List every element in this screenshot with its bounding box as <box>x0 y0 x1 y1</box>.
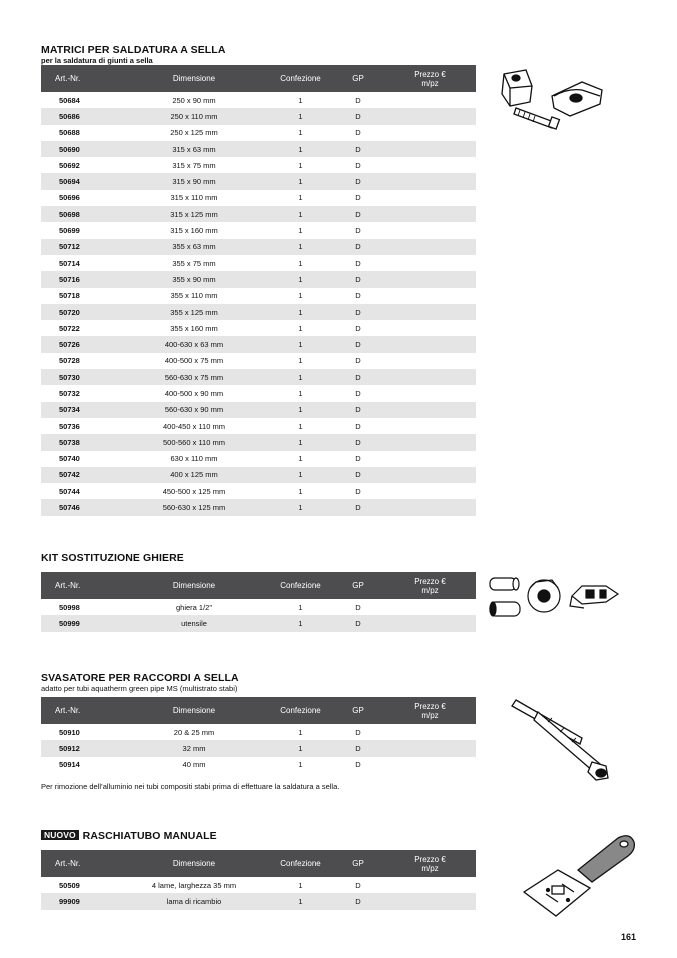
page-number: 161 <box>621 932 637 942</box>
new-badge: NUOVO <box>41 830 79 840</box>
cell-gp: D <box>355 486 361 496</box>
cell-conf: 1 <box>298 602 303 612</box>
cell-gp: D <box>355 323 361 333</box>
product-table <box>41 850 476 910</box>
table-row <box>41 304 476 320</box>
cell-dim: 4 lame, larghezza 35 mm <box>151 880 237 890</box>
cell-gp: D <box>332 304 384 320</box>
section-pipe-scraper <box>41 830 476 910</box>
cell-art: 50692 <box>59 160 80 170</box>
section-chamfer-tool <box>41 672 476 791</box>
cell-gp: D <box>355 128 361 138</box>
cell-dim: 400-450 x 110 mm <box>163 421 225 431</box>
cell-dim: 250 x 90 mm <box>172 95 216 105</box>
cell-gp: D <box>332 141 384 157</box>
cell-gp: D <box>332 336 384 352</box>
cell-art: 50732 <box>59 388 80 398</box>
cell-price <box>384 385 476 401</box>
cell-gp: D <box>355 291 361 301</box>
cell-conf: 1 <box>269 499 332 515</box>
col-price: Prezzo € m/pz <box>384 572 476 599</box>
table-row <box>41 418 476 434</box>
cell-gp: D <box>355 602 361 612</box>
cell-gp: D <box>332 893 384 909</box>
table-row <box>41 385 476 401</box>
table-row <box>41 336 476 352</box>
cell-gp: D <box>332 239 384 255</box>
section-subtitle: per la saldatura di giunti a sella <box>41 56 153 65</box>
product-table <box>41 697 476 773</box>
cell-conf: 1 <box>298 323 303 333</box>
cell-conf: 1 <box>269 434 332 450</box>
col-gp: GP <box>332 850 384 877</box>
cell-art: 50722 <box>59 323 80 333</box>
cell-price <box>384 271 476 287</box>
cell-conf: 1 <box>269 108 332 124</box>
chamfer-tool-illustration <box>508 694 618 784</box>
section-title: NUOVO RASCHIATUBO MANUALE <box>41 830 476 842</box>
cell-dim: 32 mm <box>119 740 269 756</box>
table-row <box>41 125 476 141</box>
pipe-scraper-illustration <box>518 830 638 922</box>
cell-gp: D <box>332 740 384 756</box>
cell-dim: 560-630 x 125 mm <box>119 499 269 515</box>
cell-dim: utensile <box>119 615 269 631</box>
table-row <box>41 434 476 450</box>
cell-dim: 500-560 x 110 mm <box>119 434 269 450</box>
section-title: MATRICI PER SALDATURA A SELLA <box>41 44 226 56</box>
table-row <box>41 157 476 173</box>
cell-dim: 315 x 90 mm <box>119 173 269 189</box>
cell-dim: 450-500 x 125 mm <box>162 486 226 496</box>
cell-gp: D <box>332 271 384 287</box>
cell-art: 50728 <box>59 356 80 366</box>
table-row <box>41 499 476 515</box>
cell-gp: D <box>355 454 361 464</box>
cell-gp: D <box>355 160 361 170</box>
cell-dim: 315 x 125 mm <box>119 206 269 222</box>
table-row <box>41 255 476 271</box>
saddle-die-illustration <box>490 66 610 132</box>
col-dim: Dimensione <box>119 65 269 92</box>
cell-art: 50690 <box>41 141 119 157</box>
cell-conf: 1 <box>269 206 332 222</box>
cell-dim: 355 x 110 mm <box>170 291 218 301</box>
cell-dim: 400-500 x 75 mm <box>164 356 224 366</box>
section-title: SVASATORE PER RACCORDI A SELLA <box>41 672 239 684</box>
cell-price <box>384 499 476 515</box>
cell-dim: 40 mm <box>182 760 206 770</box>
cell-conf: 1 <box>269 402 332 418</box>
section-title: KIT SOSTITUZIONE GHIERE <box>41 552 184 564</box>
cell-conf: 1 <box>269 615 332 631</box>
cell-art: 50914 <box>59 760 80 770</box>
cell-conf: 1 <box>269 740 332 756</box>
table-header <box>41 697 476 724</box>
table-row <box>41 893 476 909</box>
cell-art: 50699 <box>59 226 80 236</box>
cell-price <box>384 451 476 467</box>
col-art: Art.-Nr. <box>41 65 119 92</box>
cell-art: 50910 <box>59 727 80 737</box>
cell-art: 50730 <box>41 369 119 385</box>
cell-dim: 630 x 110 mm <box>170 454 218 464</box>
cell-dim: 400 x 125 mm <box>119 467 269 483</box>
col-conf: Confezione <box>269 65 332 92</box>
cell-price <box>384 125 476 141</box>
cell-conf: 1 <box>298 760 303 770</box>
cell-dim: 355 x 75 mm <box>172 258 216 268</box>
cell-gp: D <box>332 615 384 631</box>
cell-art: 50742 <box>41 467 119 483</box>
cell-conf: 1 <box>298 193 303 203</box>
cell-price <box>384 893 476 909</box>
cell-conf: 1 <box>269 173 332 189</box>
cell-art: 50712 <box>41 239 119 255</box>
cell-art: 50716 <box>41 271 119 287</box>
cell-art: 50740 <box>59 454 80 464</box>
cell-price <box>384 757 476 773</box>
cell-dim: 400-630 x 63 mm <box>119 336 269 352</box>
product-table <box>41 65 476 516</box>
cell-dim: 355 x 90 mm <box>119 271 269 287</box>
cell-dim: 315 x 110 mm <box>170 193 218 203</box>
table-row <box>41 877 476 893</box>
cell-art: 50686 <box>41 108 119 124</box>
table-row <box>41 92 476 108</box>
cell-price <box>384 369 476 385</box>
cell-art: 50714 <box>59 258 80 268</box>
table-row <box>41 724 476 740</box>
cell-gp: D <box>332 499 384 515</box>
cell-price <box>384 740 476 756</box>
col-dim: Dimensione <box>119 572 269 599</box>
cell-price <box>384 599 476 615</box>
cell-gp: D <box>355 193 361 203</box>
cell-dim: 355 x 125 mm <box>119 304 269 320</box>
table-row <box>41 320 476 336</box>
cell-gp: D <box>355 421 361 431</box>
cell-conf: 1 <box>298 160 303 170</box>
cell-price <box>384 92 476 108</box>
col-price: Prezzo € m/pz <box>384 850 476 877</box>
cell-art: 50998 <box>59 602 80 612</box>
col-art: Art.-Nr. <box>41 850 119 877</box>
col-gp: GP <box>332 572 384 599</box>
cell-dim: 315 x 75 mm <box>172 160 216 170</box>
table-row <box>41 239 476 255</box>
cell-dim: 560-630 x 75 mm <box>119 369 269 385</box>
table-header <box>41 572 476 599</box>
col-gp: GP <box>332 65 384 92</box>
cell-art: 50912 <box>41 740 119 756</box>
cell-price <box>384 190 476 206</box>
cell-conf: 1 <box>269 304 332 320</box>
col-art: Art.-Nr. <box>41 572 119 599</box>
table-row <box>41 483 476 499</box>
cell-dim: 315 x 160 mm <box>170 226 218 236</box>
section-ring-kit <box>41 552 476 632</box>
cell-conf: 1 <box>298 880 303 890</box>
cell-price <box>384 288 476 304</box>
cell-conf: 1 <box>269 893 332 909</box>
cell-dim: 315 x 63 mm <box>119 141 269 157</box>
table-row <box>41 206 476 222</box>
table-row <box>41 173 476 189</box>
cell-art: 50738 <box>41 434 119 450</box>
cell-art: 50744 <box>59 486 80 496</box>
cell-conf: 1 <box>298 486 303 496</box>
cell-dim: 355 x 160 mm <box>170 323 218 333</box>
table-row <box>41 288 476 304</box>
cell-conf: 1 <box>298 727 303 737</box>
cell-gp: D <box>355 226 361 236</box>
cell-gp: D <box>332 173 384 189</box>
cell-art: 50736 <box>59 421 80 431</box>
cell-price <box>384 724 476 740</box>
cell-art: 50509 <box>59 880 80 890</box>
table-row <box>41 222 476 238</box>
cell-conf: 1 <box>269 271 332 287</box>
cell-conf: 1 <box>298 128 303 138</box>
cell-art: 50720 <box>41 304 119 320</box>
col-dim: Dimensione <box>119 850 269 877</box>
cell-price <box>384 222 476 238</box>
cell-gp: D <box>355 388 361 398</box>
cell-price <box>384 304 476 320</box>
table-row <box>41 451 476 467</box>
col-dim: Dimensione <box>119 697 269 724</box>
cell-dim: 355 x 63 mm <box>119 239 269 255</box>
col-conf: Confezione <box>269 572 332 599</box>
cell-price <box>384 877 476 893</box>
cell-price <box>384 615 476 631</box>
cell-gp: D <box>332 434 384 450</box>
cell-price <box>384 108 476 124</box>
cell-gp: D <box>355 356 361 366</box>
cell-art: 50688 <box>59 128 80 138</box>
cell-price <box>384 173 476 189</box>
col-conf: Confezione <box>269 850 332 877</box>
cell-gp: D <box>332 402 384 418</box>
cell-gp: D <box>332 369 384 385</box>
cell-gp: D <box>332 206 384 222</box>
cell-dim: 20 & 25 mm <box>173 727 215 737</box>
table-row <box>41 141 476 157</box>
cell-price <box>384 467 476 483</box>
table-row <box>41 108 476 124</box>
cell-conf: 1 <box>298 291 303 301</box>
cell-conf: 1 <box>269 369 332 385</box>
section-subtitle: adatto per tubi aquatherm green pipe MS (multistrato stabi) <box>41 684 238 693</box>
cell-price <box>384 206 476 222</box>
cell-art: 50696 <box>59 193 80 203</box>
table-row <box>41 740 476 756</box>
cell-price <box>384 336 476 352</box>
cell-conf: 1 <box>298 258 303 268</box>
table-row <box>41 271 476 287</box>
cell-dim: ghiera 1/2" <box>175 602 213 612</box>
cell-conf: 1 <box>269 141 332 157</box>
col-art: Art.-Nr. <box>41 697 119 724</box>
col-conf: Confezione <box>269 697 332 724</box>
cell-gp: D <box>332 108 384 124</box>
cell-dim: 250 x 110 mm <box>119 108 269 124</box>
cell-price <box>384 239 476 255</box>
cell-art: 50718 <box>59 291 80 301</box>
product-table <box>41 572 476 632</box>
cell-gp: D <box>355 760 361 770</box>
col-price: Prezzo € m/pz <box>384 65 476 92</box>
table-row <box>41 402 476 418</box>
cell-price <box>384 320 476 336</box>
cell-art: 50746 <box>41 499 119 515</box>
ring-kit-illustration <box>486 572 626 626</box>
table-row <box>41 369 476 385</box>
cell-price <box>384 402 476 418</box>
cell-art: 50684 <box>59 95 80 105</box>
table-row <box>41 190 476 206</box>
cell-dim: 250 x 125 mm <box>170 128 218 138</box>
cell-art: 50694 <box>41 173 119 189</box>
cell-dim: 400-500 x 90 mm <box>164 388 224 398</box>
cell-dim: lama di ricambio <box>119 893 269 909</box>
table-row <box>41 757 476 773</box>
cell-conf: 1 <box>269 239 332 255</box>
cell-conf: 1 <box>298 226 303 236</box>
usage-note: Per rimozione dell’alluminio nei tubi compositi stabi prima di effettuare la saldatura a sella. <box>41 781 340 791</box>
cell-price <box>384 353 476 369</box>
cell-conf: 1 <box>298 356 303 366</box>
cell-price <box>384 141 476 157</box>
cell-art: 99909 <box>41 893 119 909</box>
cell-gp: D <box>332 467 384 483</box>
table-header <box>41 850 476 877</box>
cell-price <box>384 157 476 173</box>
cell-price <box>384 434 476 450</box>
cell-conf: 1 <box>298 421 303 431</box>
cell-dim: 560-630 x 90 mm <box>119 402 269 418</box>
cell-gp: D <box>355 727 361 737</box>
col-gp: GP <box>332 697 384 724</box>
cell-art: 50999 <box>41 615 119 631</box>
cell-gp: D <box>355 880 361 890</box>
cell-art: 50726 <box>41 336 119 352</box>
table-header <box>41 65 476 92</box>
table-row <box>41 615 476 631</box>
cell-gp: D <box>355 258 361 268</box>
cell-art: 50734 <box>41 402 119 418</box>
cell-conf: 1 <box>269 336 332 352</box>
cell-price <box>384 255 476 271</box>
section-saddle-dies <box>41 44 476 516</box>
table-row <box>41 599 476 615</box>
cell-conf: 1 <box>298 95 303 105</box>
cell-conf: 1 <box>298 388 303 398</box>
table-row <box>41 353 476 369</box>
cell-art: 50698 <box>41 206 119 222</box>
cell-gp: D <box>355 95 361 105</box>
cell-price <box>384 483 476 499</box>
col-price: Prezzo € m/pz <box>384 697 476 724</box>
table-row <box>41 467 476 483</box>
cell-conf: 1 <box>269 467 332 483</box>
cell-price <box>384 418 476 434</box>
cell-conf: 1 <box>298 454 303 464</box>
